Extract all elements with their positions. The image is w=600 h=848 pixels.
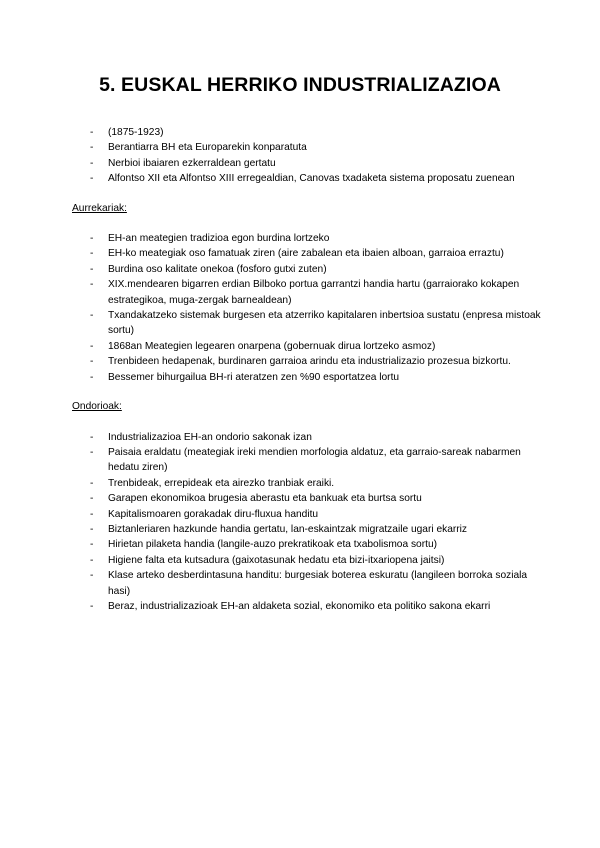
list-item: - Nerbioi ibaiaren ezkerraldean gertatu: [72, 156, 542, 171]
spacer: [72, 415, 542, 430]
list-item: - Kapitalismoaren gorakadak diru-fluxua handitu: [72, 507, 542, 522]
document-body: [72, 125, 542, 614]
list-item: - (1875-1923): [72, 125, 542, 140]
list-item: - Biztanleriaren hazkunde handia gertatu, lan-eskaintzak migratzaile ugari ekarriz: [72, 522, 542, 537]
section-heading-ondorioak: Ondorioak:: [72, 401, 122, 413]
ondorioak-list: [72, 430, 542, 615]
list-item: - Higiene falta eta kutsadura (gaixotasunak hedatu eta bizi-itxariopena jaitsi): [72, 553, 542, 568]
spacer: [72, 187, 542, 201]
list-item: - Trenbideak, errepideak eta airezko tranbiak eraiki.: [72, 476, 542, 491]
list-item: - Burdina oso kalitate onekoa (fosforo gutxi zuten): [72, 262, 542, 277]
list-item: - Klase arteko desberdintasuna handitu: burgesiak boterea eskuratu (langileen borroka soziala hasi): [72, 568, 542, 599]
list-item: - XIX.mendearen bigarren erdian Bilboko portua garrantzi handia hartu (garraiorako kokapen estrategikoa, muga-zergak barnealdean): [72, 277, 542, 308]
list-item: - Alfontso XII eta Alfontso XIII erregealdian, Canovas txadaketa sistema proposatu zuenean: [72, 171, 542, 186]
spacer: [72, 216, 542, 231]
list-item: - 1868an Meategien legearen onarpena (gobernuak dirua lortzeko asmoz): [72, 339, 542, 354]
page-title: 5. EUSKAL HERRIKO INDUSTRIALIZAZIOA: [99, 74, 501, 96]
spacer: [72, 385, 542, 399]
list-item: - Berantiarra BH eta Europarekin konparatuta: [72, 140, 542, 155]
list-item: - Trenbideen hedapenak, burdinaren garraioa arindu eta industrializazio prozesua bizkortu.: [72, 354, 542, 369]
intro-list: [72, 125, 542, 187]
list-item: - Hirietan pilaketa handia (langile-auzo prekratikoak eta txabolismoa sortu): [72, 537, 542, 552]
list-item: - EH-an meategien tradizioa egon burdina lortzeko: [72, 231, 542, 246]
section-heading-aurrekariak: Aurrekariak:: [72, 202, 127, 214]
list-item: - Beraz, industrializazioak EH-an aldaketa sozial, ekonomiko eta politiko sakona ekarri: [72, 599, 542, 614]
list-item: - Bessemer bihurgailua BH-ri ateratzen zen %90 esportatzea lortu: [72, 370, 542, 385]
list-item: - Garapen ekonomikoa brugesia aberastu eta bankuak eta burtsa sortu: [72, 491, 542, 506]
aurrekariak-list: [72, 231, 542, 385]
list-item: - Industrializazioa EH-an ondorio sakonak izan: [72, 430, 542, 445]
list-item: - EH-ko meategiak oso famatuak ziren (aire zabalean eta ibaien alboan, garraioa erraztu): [72, 246, 542, 261]
list-item: - Txandakatzeko sistemak burgesen eta atzerriko kapitalaren inbertsioa sustatu (enpresa mistoak sortu): [72, 308, 542, 339]
list-item: - Paisaia eraldatu (meategiak ireki mendien morfologia aldatuz, eta garraio-sareak nabarmen hedatu ziren): [72, 445, 542, 476]
